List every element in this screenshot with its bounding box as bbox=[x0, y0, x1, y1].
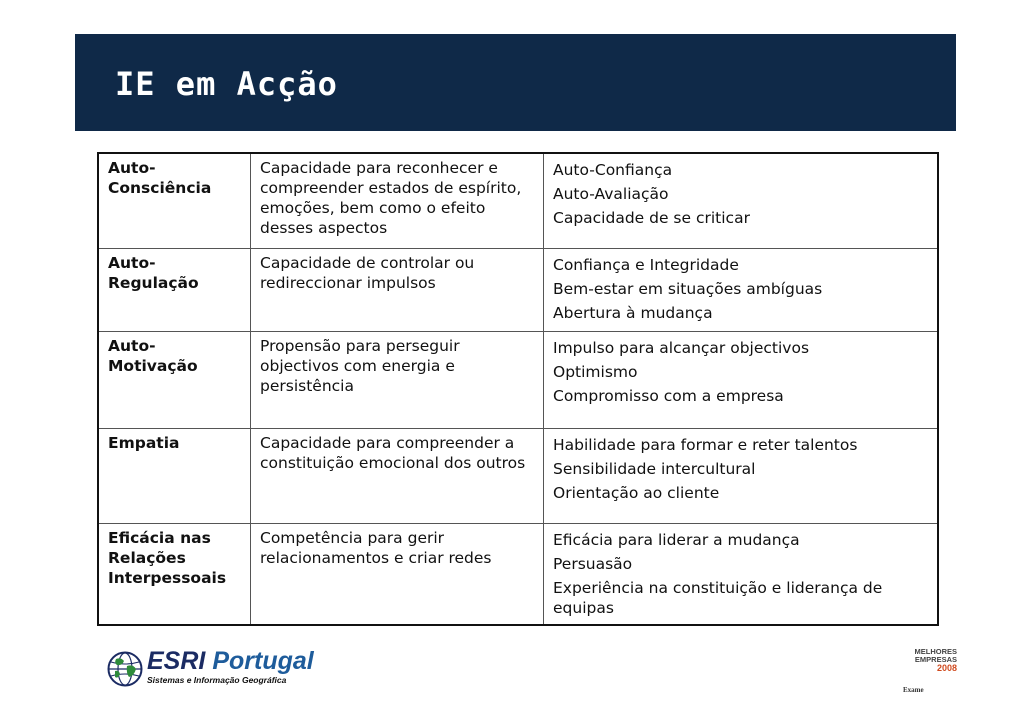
competency-item: Auto-Confiança bbox=[553, 161, 673, 179]
award-line: MELHORES bbox=[914, 647, 957, 656]
definition-cell: Propensão para perseguir objectivos com energia e persistência bbox=[251, 332, 544, 429]
competency-item: Compromisso com a empresa bbox=[553, 387, 784, 405]
competencies-table bbox=[97, 152, 939, 626]
table-row bbox=[98, 249, 938, 332]
award-year: 2008 bbox=[936, 663, 957, 673]
title-band bbox=[75, 34, 956, 131]
competencies-cell bbox=[544, 429, 939, 524]
esri-wordmark: ESRI Portugal bbox=[147, 647, 314, 675]
dimension-cell: Auto-Regulação bbox=[98, 249, 251, 332]
competency-item: Auto-Avaliação bbox=[553, 185, 669, 203]
competency-item: Orientação ao cliente bbox=[553, 484, 720, 502]
competency-item: Abertura à mudança bbox=[553, 304, 713, 322]
definition-cell: Capacidade para compreender a constituição emocional dos outros bbox=[251, 429, 544, 524]
competency-item: Persuasão bbox=[553, 555, 633, 573]
competency-item: Eficácia para liderar a mudança bbox=[553, 531, 800, 549]
globe-icon bbox=[107, 651, 143, 687]
melhores-empresas-award-logo bbox=[903, 648, 957, 696]
competency-item: Habilidade para formar e reter talentos bbox=[553, 436, 858, 454]
table-row bbox=[98, 153, 938, 249]
dimension-cell: Auto-Motivação bbox=[98, 332, 251, 429]
definition-cell: Capacidade para reconhecer e compreender estados de espírito, emoções, bem como o efeito desses aspectos bbox=[251, 153, 544, 249]
esri-tagline: Sistemas e Informação Geográfica bbox=[147, 675, 287, 685]
competency-item: Confiança e Integridade bbox=[553, 256, 739, 274]
table-row bbox=[98, 332, 938, 429]
competency-item: Capacidade de se criticar bbox=[553, 209, 750, 227]
competency-item: Experiência na constituição e liderança de equipas bbox=[553, 579, 883, 617]
award-line: EMPRESAS bbox=[914, 655, 957, 664]
competency-item: Sensibilidade intercultural bbox=[553, 460, 756, 478]
definition-cell: Capacidade de controlar ou redireccionar impulsos bbox=[251, 249, 544, 332]
competencies-cell bbox=[544, 153, 939, 249]
table-row bbox=[98, 524, 938, 626]
award-publisher: Exame bbox=[903, 686, 924, 694]
definition-cell: Competência para gerir relacionamentos e criar redes bbox=[251, 524, 544, 626]
slide-title: IE em Acção bbox=[115, 65, 338, 103]
award-badge bbox=[909, 648, 957, 688]
competency-item: Bem-estar em situações ambíguas bbox=[553, 280, 823, 298]
competency-item: Impulso para alcançar objectivos bbox=[553, 339, 810, 357]
competencies-cell bbox=[544, 249, 939, 332]
competency-item: Optimismo bbox=[553, 363, 638, 381]
competencies-cell bbox=[544, 332, 939, 429]
dimension-cell: Auto-Consciência bbox=[98, 153, 251, 249]
dimension-cell: Eficácia nas Relações Interpessoais bbox=[108, 529, 227, 587]
dimension-cell: Empatia bbox=[98, 429, 251, 524]
competencies-cell bbox=[544, 524, 939, 626]
table-row bbox=[98, 429, 938, 524]
